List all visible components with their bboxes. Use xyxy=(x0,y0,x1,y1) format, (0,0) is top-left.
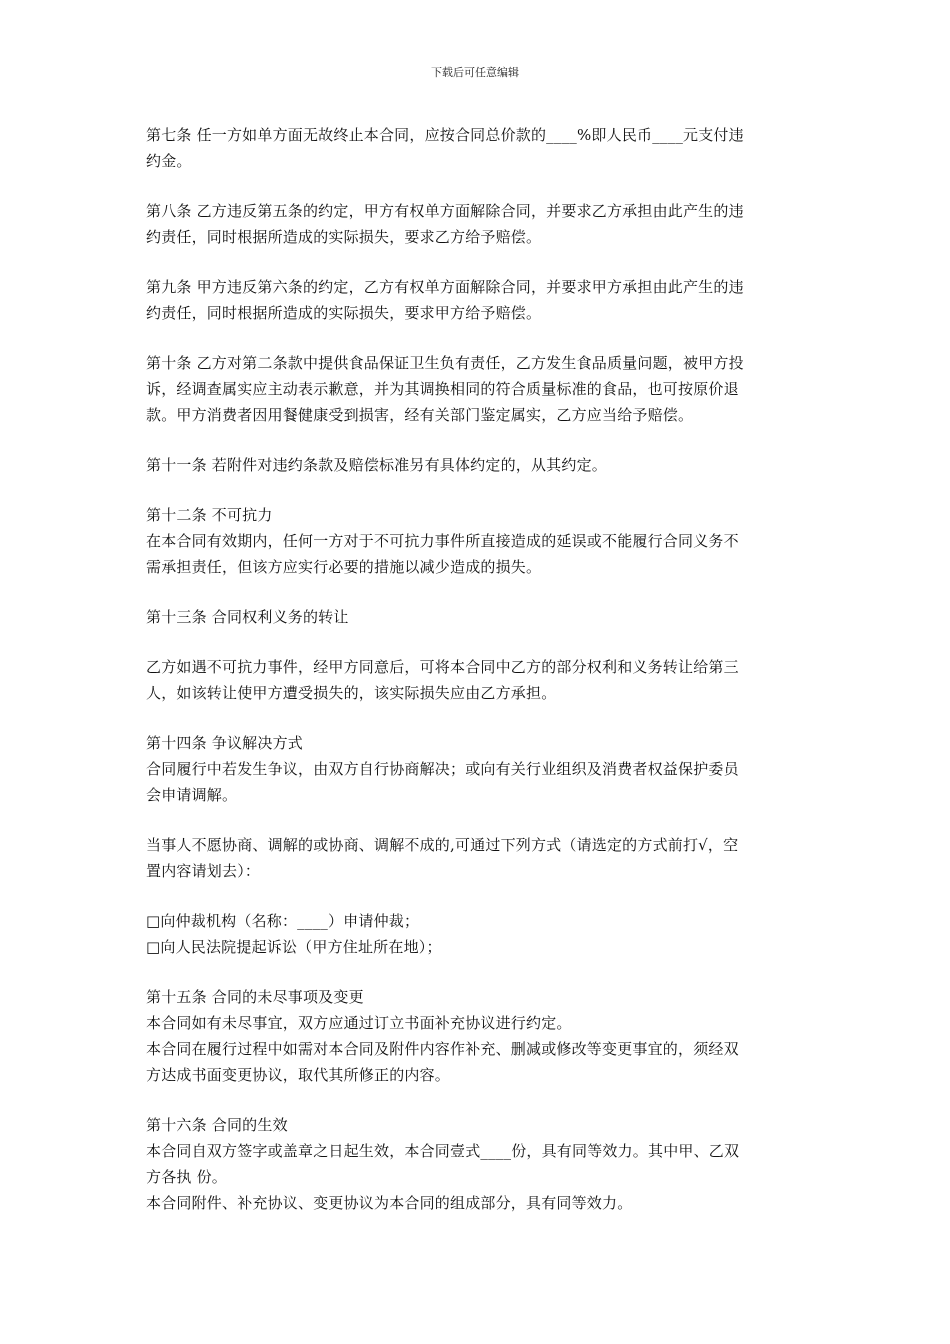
text-line: 第十条 乙方对第二条款中提供食品保证卫生负有责任，乙方发生食品质量问题，被甲方投 xyxy=(146,354,744,372)
text-line: 第十三条 合同权利义务的转让 xyxy=(146,608,349,626)
text-line: 第十五条 合同的未尽事项及变更 xyxy=(146,988,364,1006)
document-body xyxy=(146,122,810,1216)
text-line: 第十六条 合同的生效 xyxy=(146,1116,288,1134)
text-line: 方各执 份。 xyxy=(146,1168,227,1186)
text-line: 方达成书面变更协议，取代其所修正的内容。 xyxy=(146,1066,451,1084)
contract-paragraph xyxy=(146,274,810,326)
text-line: 本合同自双方签字或盖章之日起生效，本合同壹式____份，具有同等效力。其中甲、乙双 xyxy=(146,1142,740,1160)
contract-paragraph xyxy=(146,1112,810,1216)
text-line: 会申请调解。 xyxy=(146,786,238,804)
text-line: □向仲裁机构（名称：____）申请仲裁； xyxy=(146,912,420,930)
text-line: 当事人不愿协商、调解的或协商、调解不成的,可通过下列方式（请选定的方式前打√，空 xyxy=(146,836,739,854)
contract-paragraph xyxy=(146,604,810,630)
contract-paragraph xyxy=(146,502,810,580)
text-line: 第十四条 争议解决方式 xyxy=(146,734,303,752)
contract-paragraph xyxy=(146,984,810,1088)
page-header: 下载后可任意编辑 xyxy=(431,66,519,79)
contract-paragraph xyxy=(146,730,810,808)
text-line: 第七条 任一方如单方面无故终止本合同，应按合同总价款的____%即人民币____元支付违 xyxy=(146,126,744,144)
text-line: 需承担责任，但该方应实行必要的措施以减少造成的损失。 xyxy=(146,558,542,576)
contract-paragraph xyxy=(146,350,810,428)
contract-paragraph xyxy=(146,122,810,174)
text-line: 本合同附件、补充协议、变更协议为本合同的组成部分，具有同等效力。 xyxy=(146,1194,633,1212)
text-line: 本合同如有未尽事宜，双方应通过订立书面补充协议进行约定。 xyxy=(146,1014,572,1032)
contract-paragraph xyxy=(146,654,810,706)
text-line: 第九条 甲方违反第六条的约定，乙方有权单方面解除合同，并要求甲方承担由此产生的违 xyxy=(146,278,744,296)
contract-paragraph xyxy=(146,832,810,884)
text-line: □向人民法院提起诉讼（甲方住址所在地）； xyxy=(146,938,442,956)
text-line: 第十二条 不可抗力 xyxy=(146,506,273,524)
contract-paragraph xyxy=(146,452,810,478)
text-line: 诉，经调查属实应主动表示歉意，并为其调换相同的符合质量标准的食品，也可按原价退 xyxy=(146,380,739,398)
text-line: 乙方如遇不可抗力事件，经甲方同意后，可将本合同中乙方的部分权利和义务转让给第三 xyxy=(146,658,739,676)
text-line: 款。甲方消费者因用餐健康受到损害，经有关部门鉴定属实，乙方应当给予赔偿。 xyxy=(146,406,694,424)
contract-paragraph xyxy=(146,908,810,960)
text-line: 人，如该转让使甲方遭受损失的，该实际损失应由乙方承担。 xyxy=(146,684,557,702)
text-line: 第十一条 若附件对违约条款及赔偿标准另有具体约定的，从其约定。 xyxy=(146,456,607,474)
text-line: 约责任，同时根据所造成的实际损失，要求甲方给予赔偿。 xyxy=(146,304,542,322)
text-line: 约金。 xyxy=(146,152,192,170)
text-line: 置内容请划去）： xyxy=(146,862,261,880)
text-line: 在本合同有效期内，任何一方对于不可抗力事件所直接造成的延误或不能履行合同义务不 xyxy=(146,532,739,550)
text-line: 本合同在履行过程中如需对本合同及附件内容作补充、删减或修改等变更事宜的，须经双 xyxy=(146,1040,739,1058)
text-line: 约责任，同时根据所造成的实际损失，要求乙方给予赔偿。 xyxy=(146,228,542,246)
text-line: 第八条 乙方违反第五条的约定，甲方有权单方面解除合同，并要求乙方承担由此产生的违 xyxy=(146,202,744,220)
text-line: 合同履行中若发生争议，由双方自行协商解决；或向有关行业组织及消费者权益保护委员 xyxy=(146,760,739,778)
contract-paragraph xyxy=(146,198,810,250)
